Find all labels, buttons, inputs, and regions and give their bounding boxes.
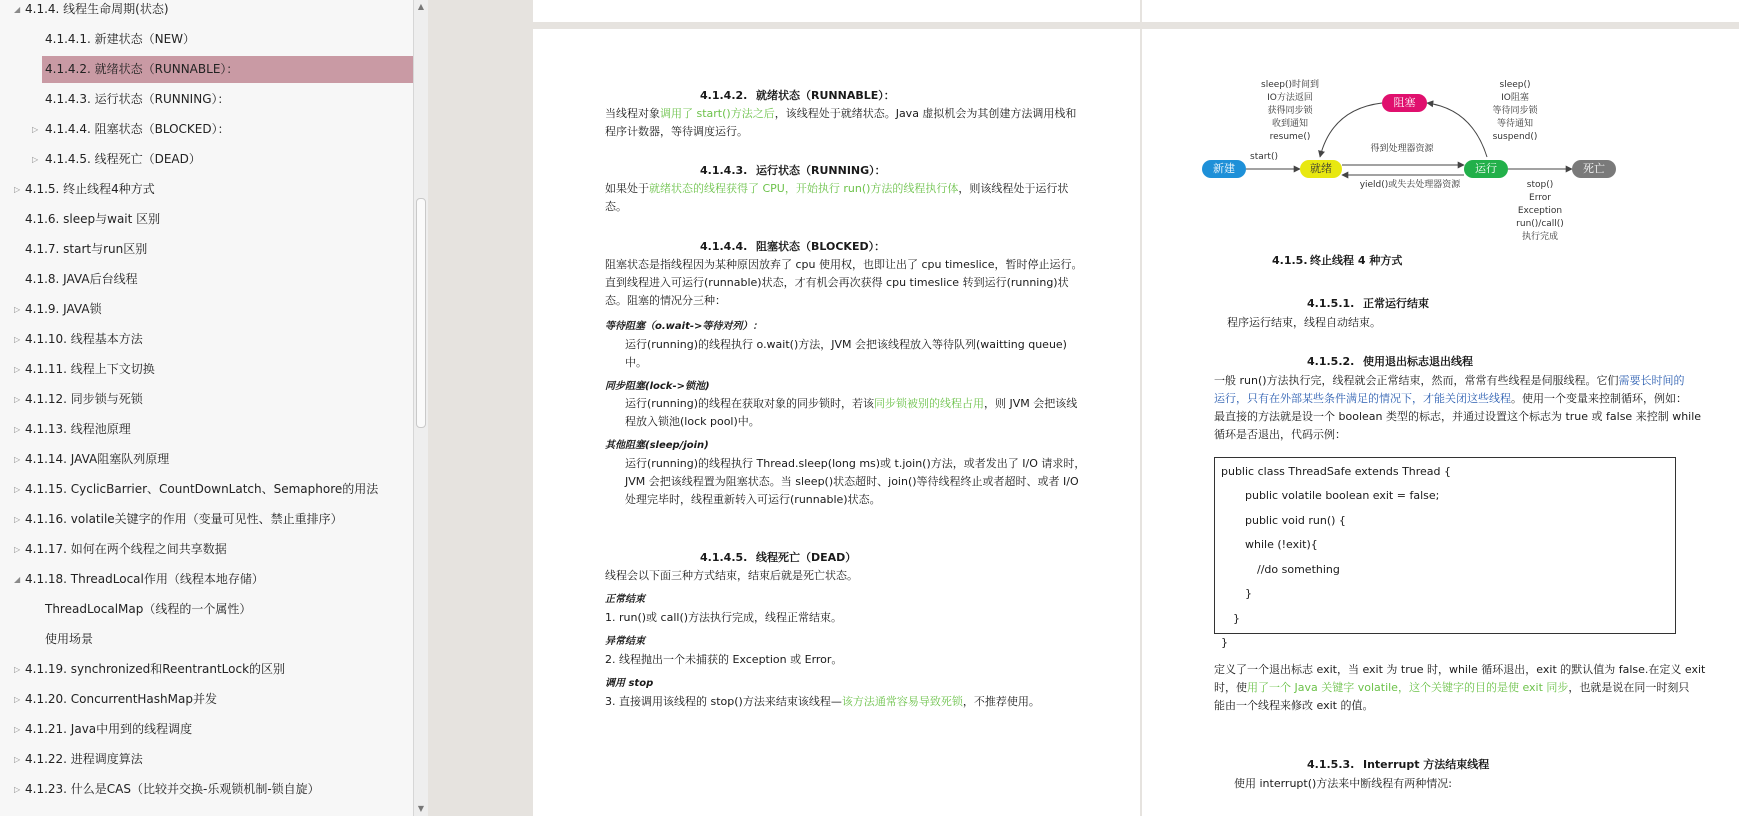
node-blocked: 阻塞 [1382, 94, 1427, 112]
expand-arrow-icon[interactable]: ▷ [14, 185, 21, 194]
toc-item[interactable] [0, 0, 413, 23]
toc-item[interactable] [0, 596, 413, 623]
left-reasons-label: sleep()时间到 IO方法返回 获得同步锁 收到通知 resume() [1261, 80, 1319, 142]
toc-item[interactable] [0, 746, 413, 773]
right-reasons-label: sleep() IO阻塞 等待同步锁 等待通知 suspend() [1492, 80, 1538, 142]
paragraph: 运行(running)的线程执行 o.wait()方法，JVM 会把该线程放入等待队列(waitting queue) [625, 338, 1067, 351]
expand-arrow-icon[interactable]: ▷ [14, 545, 21, 554]
get-cpu-label: 得到处理器资源 [1370, 144, 1434, 154]
page-right [1142, 29, 1739, 816]
toc-item-label: 4.1.9. JAVA锁 [25, 302, 102, 316]
node-new: 新建 [1202, 160, 1246, 178]
toc-item[interactable] [0, 416, 413, 443]
paragraph: 定义了一个退出标志 exit，当 exit 为 true 时，while 循环退出，exit 的默认值为 false.在定义 exit [1214, 663, 1706, 676]
toc-item[interactable] [0, 776, 413, 803]
toc-item-label: 4.1.15. CyclicBarrier、CountDownLatch、Semaphore的用法 [25, 482, 379, 496]
toc-item[interactable] [0, 326, 413, 353]
paragraph: 能由一个线程来修改 exit 的值。 [1214, 699, 1374, 712]
list-item: 2. 线程抛出一个未捕获的 Exception 或 Error。 [605, 653, 843, 666]
expand-arrow-icon[interactable]: ▷ [14, 455, 21, 464]
paragraph: JVM 会把该线程置为阻塞状态。当 sleep()状态超时、join()等待线程终止或者超时、或者 I/O [625, 475, 1079, 488]
stop-reasons-label: stop() Error Exception run()/call() 执行完成 [1516, 180, 1564, 242]
paragraph: 阻塞状态是指线程因为某种原因放弃了 cpu 使用权，也即让出了 cpu timeslice，暂时停止运行。 [605, 258, 1083, 271]
toc-item-label: 4.1.5. 终止线程4种方式 [25, 182, 155, 196]
scroll-up-arrow-icon[interactable]: ▲ [417, 2, 425, 11]
toc-item-label: 4.1.4. 线程生命周期(状态) [25, 2, 169, 16]
code-line: } [1233, 612, 1240, 625]
code-block [1214, 457, 1676, 649]
toc-item-label: 4.1.4.4. 阻塞状态（BLOCKED）： [45, 122, 230, 136]
toc-item-label: 4.1.20. ConcurrentHashMap并发 [25, 692, 217, 706]
paragraph: 运行(running)的线程在获取对象的同步锁时，若该同步锁被别的线程占用，则 JVM 会把该线 [625, 397, 1078, 410]
expand-arrow-icon[interactable]: ▷ [14, 395, 21, 404]
subheading-stop: 调用 stop [605, 678, 654, 689]
heading-running: 4.1.4.3. 运行状态（RUNNING）： [700, 164, 886, 177]
expand-arrow-icon[interactable]: ▷ [14, 755, 21, 764]
expand-arrow-icon[interactable]: ▷ [14, 515, 21, 524]
subheading-sync: 同步阻塞(lock->锁池) [605, 381, 710, 392]
toc-item-label: 4.1.22. 进程调度算法 [25, 752, 143, 766]
toc-item-label: 4.1.4.1. 新建状态（NEW） [45, 32, 196, 46]
paragraph: 线程会以下面三种方式结束，结束后就是死亡状态。 [605, 569, 858, 582]
toc-item[interactable] [0, 686, 413, 713]
heading-runnable: 4.1.4.2. 就绪状态（RUNNABLE）： [700, 89, 895, 102]
toc-item[interactable] [0, 386, 413, 413]
heading-normal-run: 4.1.5.1. 正常运行结束 [1307, 297, 1429, 310]
toc-item[interactable] [0, 566, 413, 593]
scroll-down-arrow-icon[interactable]: ▼ [417, 804, 425, 813]
expand-arrow-icon[interactable]: ◢ [14, 5, 21, 14]
paragraph: 最直接的方法就是设一个 boolean 类型的标志，并通过设置这个标志为 true 或 false 来控制 while [1214, 410, 1702, 423]
paragraph: 态。 [605, 200, 627, 213]
sidebar-scrollbar[interactable] [413, 0, 428, 816]
toc-item-label: 4.1.6. sleep与wait 区别 [25, 212, 161, 226]
toc-sidebar [0, 0, 413, 816]
paragraph: 处理完毕时，线程重新转入可运行(runnable)状态。 [625, 493, 881, 506]
paragraph: 使用 interrupt()方法来中断线程有两种情况: [1234, 777, 1453, 790]
expand-arrow-icon[interactable]: ▷ [32, 125, 39, 134]
paragraph: 直到线程进入可运行(runnable)状态，才有机会再次获得 cpu timeslice 转到运行(running)状 [605, 276, 1069, 289]
paragraph: 程序运行结束，线程自动结束。 [1227, 316, 1381, 329]
scroll-thumb[interactable] [416, 198, 426, 428]
toc-item-label: 4.1.23. 什么是CAS（比较并交换-乐观锁机制-锁自旋） [25, 782, 320, 796]
paragraph: 运行(running)的线程执行 Thread.sleep(long ms)或 t.join()方法，或者发出了 I/O 请求时， [625, 457, 1086, 470]
toc-item[interactable] [0, 176, 413, 203]
paragraph: 如果处于就绪状态的线程获得了 CPU，开始执行 run()方法的线程执行体，则该线程处于运行状 [605, 182, 1069, 195]
expand-arrow-icon[interactable]: ▷ [14, 335, 21, 344]
start-label: start() [1250, 152, 1278, 162]
code-line: while (!exit){ [1245, 538, 1318, 551]
toc-item-label: 4.1.4.3. 运行状态（RUNNING）： [45, 92, 230, 106]
page-left [533, 29, 1140, 816]
toc-item[interactable] [0, 236, 413, 263]
expand-arrow-icon[interactable]: ▷ [14, 665, 21, 674]
toc-item-label: 4.1.21. Java中用到的线程调度 [25, 722, 193, 736]
list-item: 1. run()或 call()方法执行完成，线程正常结束。 [605, 611, 843, 624]
code-line: } [1221, 636, 1228, 649]
toc-item[interactable] [0, 266, 413, 293]
heading-blocked: 4.1.4.4. 阻塞状态（BLOCKED）： [700, 240, 886, 253]
code-line: } [1245, 587, 1252, 600]
code-line: public class ThreadSafe extends Thread { [1221, 465, 1452, 478]
subheading-normal-end: 正常结束 [605, 594, 645, 605]
expand-arrow-icon[interactable]: ▷ [14, 695, 21, 704]
heading-terminate: 4.1.5. 终止线程 4 种方式 [1272, 254, 1403, 267]
paragraph: 时，使用了一个 Java 关键字 volatile，这个关键字的目的是使 exit 同步，也就是说在同一时刻只 [1214, 681, 1690, 694]
subheading-exception-end: 异常结束 [605, 636, 645, 647]
toc-item-label: 使用场景 [45, 632, 94, 646]
expand-arrow-icon[interactable]: ▷ [32, 155, 39, 164]
toc-item[interactable] [0, 506, 413, 533]
toc-item-label: 4.1.14. JAVA阻塞队列原理 [25, 452, 170, 466]
expand-arrow-icon[interactable]: ▷ [14, 365, 21, 374]
toc-item-label: 4.1.10. 线程基本方法 [25, 332, 143, 346]
paragraph: 循环是否退出，代码示例： [1214, 428, 1346, 441]
expand-arrow-icon[interactable]: ▷ [14, 785, 21, 794]
node-dead: 死亡 [1572, 160, 1616, 178]
toc-item[interactable] [0, 206, 413, 233]
document-viewer [428, 0, 1739, 816]
toc-item-label: 4.1.13. 线程池原理 [25, 422, 131, 436]
toc-item-label: ThreadLocalMap（线程的一个属性） [45, 602, 252, 616]
expand-arrow-icon[interactable]: ◢ [14, 575, 21, 584]
toc-item[interactable] [0, 626, 413, 653]
previous-page-left [533, 0, 1140, 22]
heading-interrupt: 4.1.5.3. Interrupt 方法结束线程 [1307, 758, 1490, 771]
paragraph: 程放入锁池(lock pool)中。 [625, 415, 760, 428]
toc-item[interactable] [0, 356, 413, 383]
node-running: 运行 [1464, 160, 1508, 178]
toc-item[interactable] [0, 296, 413, 323]
subheading-other: 其他阻塞(sleep/join) [605, 440, 709, 451]
toc-item[interactable] [0, 536, 413, 563]
paragraph: 态。阻塞的情况分三种： [605, 294, 726, 307]
toc-item-label: 4.1.17. 如何在两个线程之间共享数据 [25, 542, 227, 556]
node-ready: 就绪 [1300, 160, 1342, 178]
paragraph: 程序计数器，等待调度运行。 [605, 125, 748, 138]
heading-dead: 4.1.4.5. 线程死亡（DEAD） [700, 551, 857, 564]
expand-arrow-icon[interactable]: ▷ [14, 425, 21, 434]
code-line: public volatile boolean exit = false; [1245, 489, 1440, 502]
code-line: //do something [1257, 563, 1340, 576]
toc-item-label: 4.1.16. volatile关键字的作用（变量可见性、禁止重排序） [25, 512, 343, 526]
paragraph: 一般 run()方法执行完，线程就会正常结束，然而，常常有些线程是伺服线程。它们需要长时间的 [1214, 374, 1685, 387]
toc-item[interactable] [0, 656, 413, 683]
expand-arrow-icon[interactable]: ▷ [14, 485, 21, 494]
expand-arrow-icon[interactable]: ▷ [14, 305, 21, 314]
heading-exit-flag: 4.1.5.2. 使用退出标志退出线程 [1307, 355, 1473, 368]
toc-item[interactable] [42, 56, 413, 83]
toc-item-label: 4.1.7. start与run区别 [25, 242, 148, 256]
toc-item-label: 4.1.8. JAVA后台线程 [25, 272, 138, 286]
toc-item-label: 4.1.11. 线程上下文切换 [25, 362, 155, 376]
toc-item-label: 4.1.12. 同步锁与死锁 [25, 392, 143, 406]
paragraph: 中。 [625, 356, 647, 369]
toc-item[interactable] [0, 86, 413, 113]
toc-item[interactable] [0, 26, 413, 53]
list-item: 3. 直接调用该线程的 stop()方法来结束该线程—该方法通常容易导致死锁，不推荐使用。 [605, 695, 1040, 708]
code-line: public void run() { [1245, 514, 1346, 527]
toc-item[interactable] [0, 116, 413, 143]
toc-item-label: 4.1.19. synchronized和ReentrantLock的区别 [25, 662, 286, 676]
previous-page-right [1142, 0, 1739, 22]
toc-item[interactable] [0, 716, 413, 743]
toc-item[interactable] [0, 476, 413, 503]
thread-state-diagram [1202, 79, 1682, 269]
yield-label: yield()或失去处理器资源 [1359, 180, 1461, 190]
toc-item[interactable] [0, 446, 413, 473]
toc-item[interactable] [0, 146, 413, 173]
paragraph: 运行，只有在外部某些条件满足的情况下，才能关闭这些线程。使用一个变量来控制循环，例如： [1214, 392, 1687, 405]
toc-item-label: 4.1.4.5. 线程死亡（DEAD） [45, 152, 201, 166]
toc-item-label: 4.1.18. ThreadLocal作用（线程本地存储） [25, 572, 264, 586]
paragraph: 当线程对象调用了 start()方法之后，该线程处于就绪状态。Java 虚拟机会为其创建方法调用栈和 [605, 107, 1077, 120]
toc-item-label: 4.1.4.2. 就绪状态（RUNNABLE）： [45, 62, 239, 76]
subheading-wait: 等待阻塞（o.wait->等待对列）： [605, 321, 763, 332]
expand-arrow-icon[interactable]: ▷ [14, 725, 21, 734]
